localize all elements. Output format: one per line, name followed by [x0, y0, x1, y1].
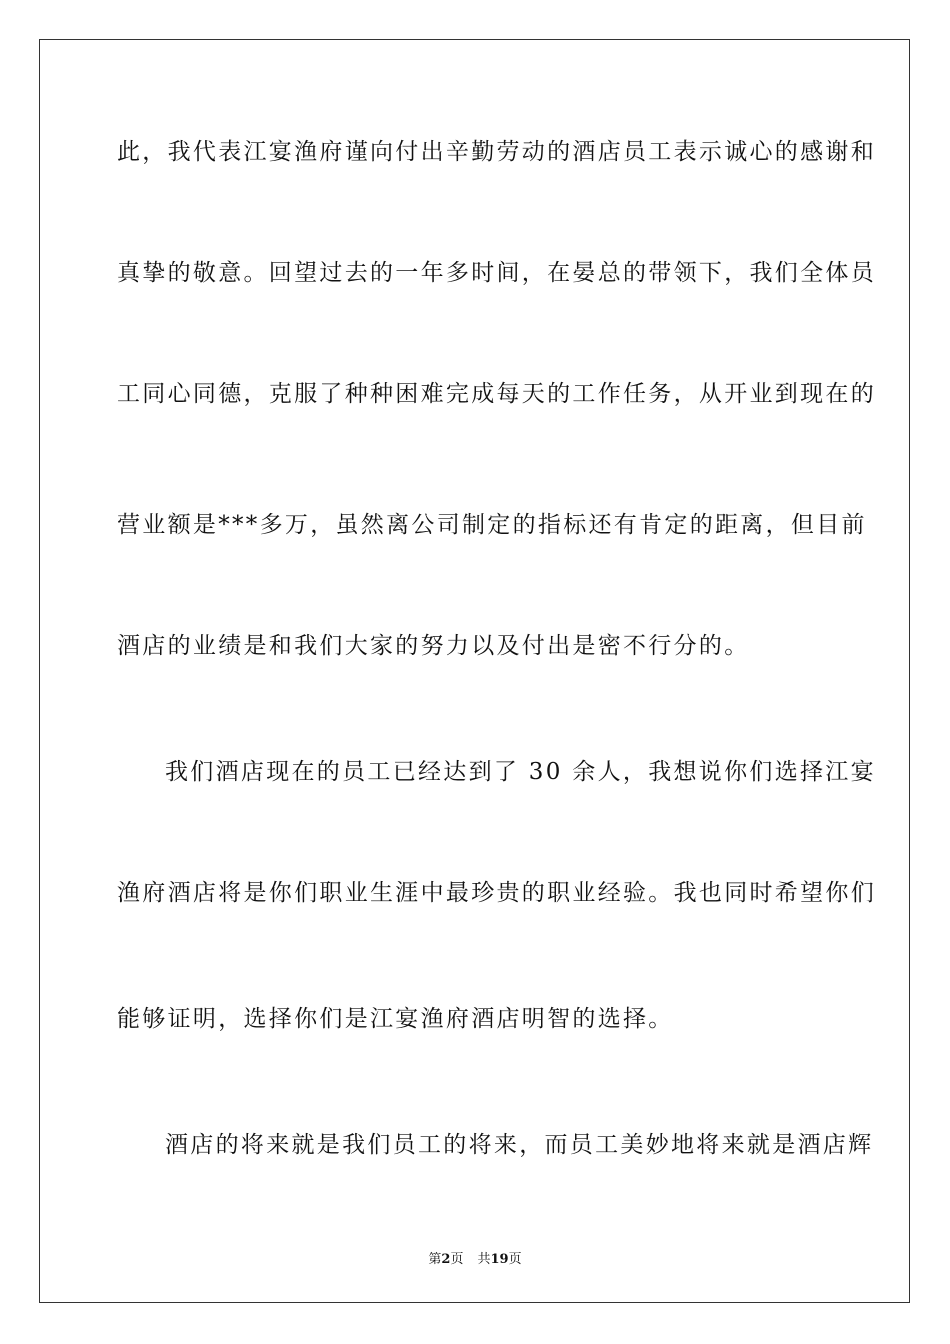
- paragraph-line: 工同心同德，克服了种种困难完成每天的工作任务，从开业到现在的: [117, 381, 876, 407]
- total-pages: 19: [490, 1252, 509, 1267]
- paragraph-line: 酒店的业绩是和我们大家的努力以及付出是密不行分的。: [117, 633, 750, 659]
- page-border: [39, 39, 910, 1303]
- page-suffix: 页: [450, 1252, 464, 1267]
- paragraph-line: 营业额是***多万，虽然离公司制定的指标还有肯定的距离，但目前: [117, 512, 867, 538]
- total-suffix: 页: [508, 1252, 522, 1267]
- paragraph-line: 能够证明，选择你们是江宴渔府酒店明智的选择。: [117, 1006, 674, 1032]
- total-prefix: 共: [477, 1252, 491, 1267]
- page-prefix: 第: [428, 1252, 442, 1267]
- paragraph-line: 酒店的将来就是我们员工的将来，而员工美妙地将来就是酒店辉: [165, 1132, 874, 1158]
- paragraph-line: 我们酒店现在的员工已经达到了 30 余人，我想说你们选择江宴: [165, 759, 876, 785]
- paragraph-line: 渔府酒店将是你们职业生涯中最珍贵的职业经验。我也同时希望你们: [117, 880, 876, 906]
- paragraph-line: 真挚的敬意。回望过去的一年多时间，在晏总的带领下，我们全体员: [117, 260, 876, 286]
- page-number: 2: [441, 1252, 451, 1267]
- page-footer: [0, 1248, 950, 1267]
- paragraph-line: 此，我代表江宴渔府谨向付出辛勤劳动的酒店员工表示诚心的感谢和: [117, 139, 876, 165]
